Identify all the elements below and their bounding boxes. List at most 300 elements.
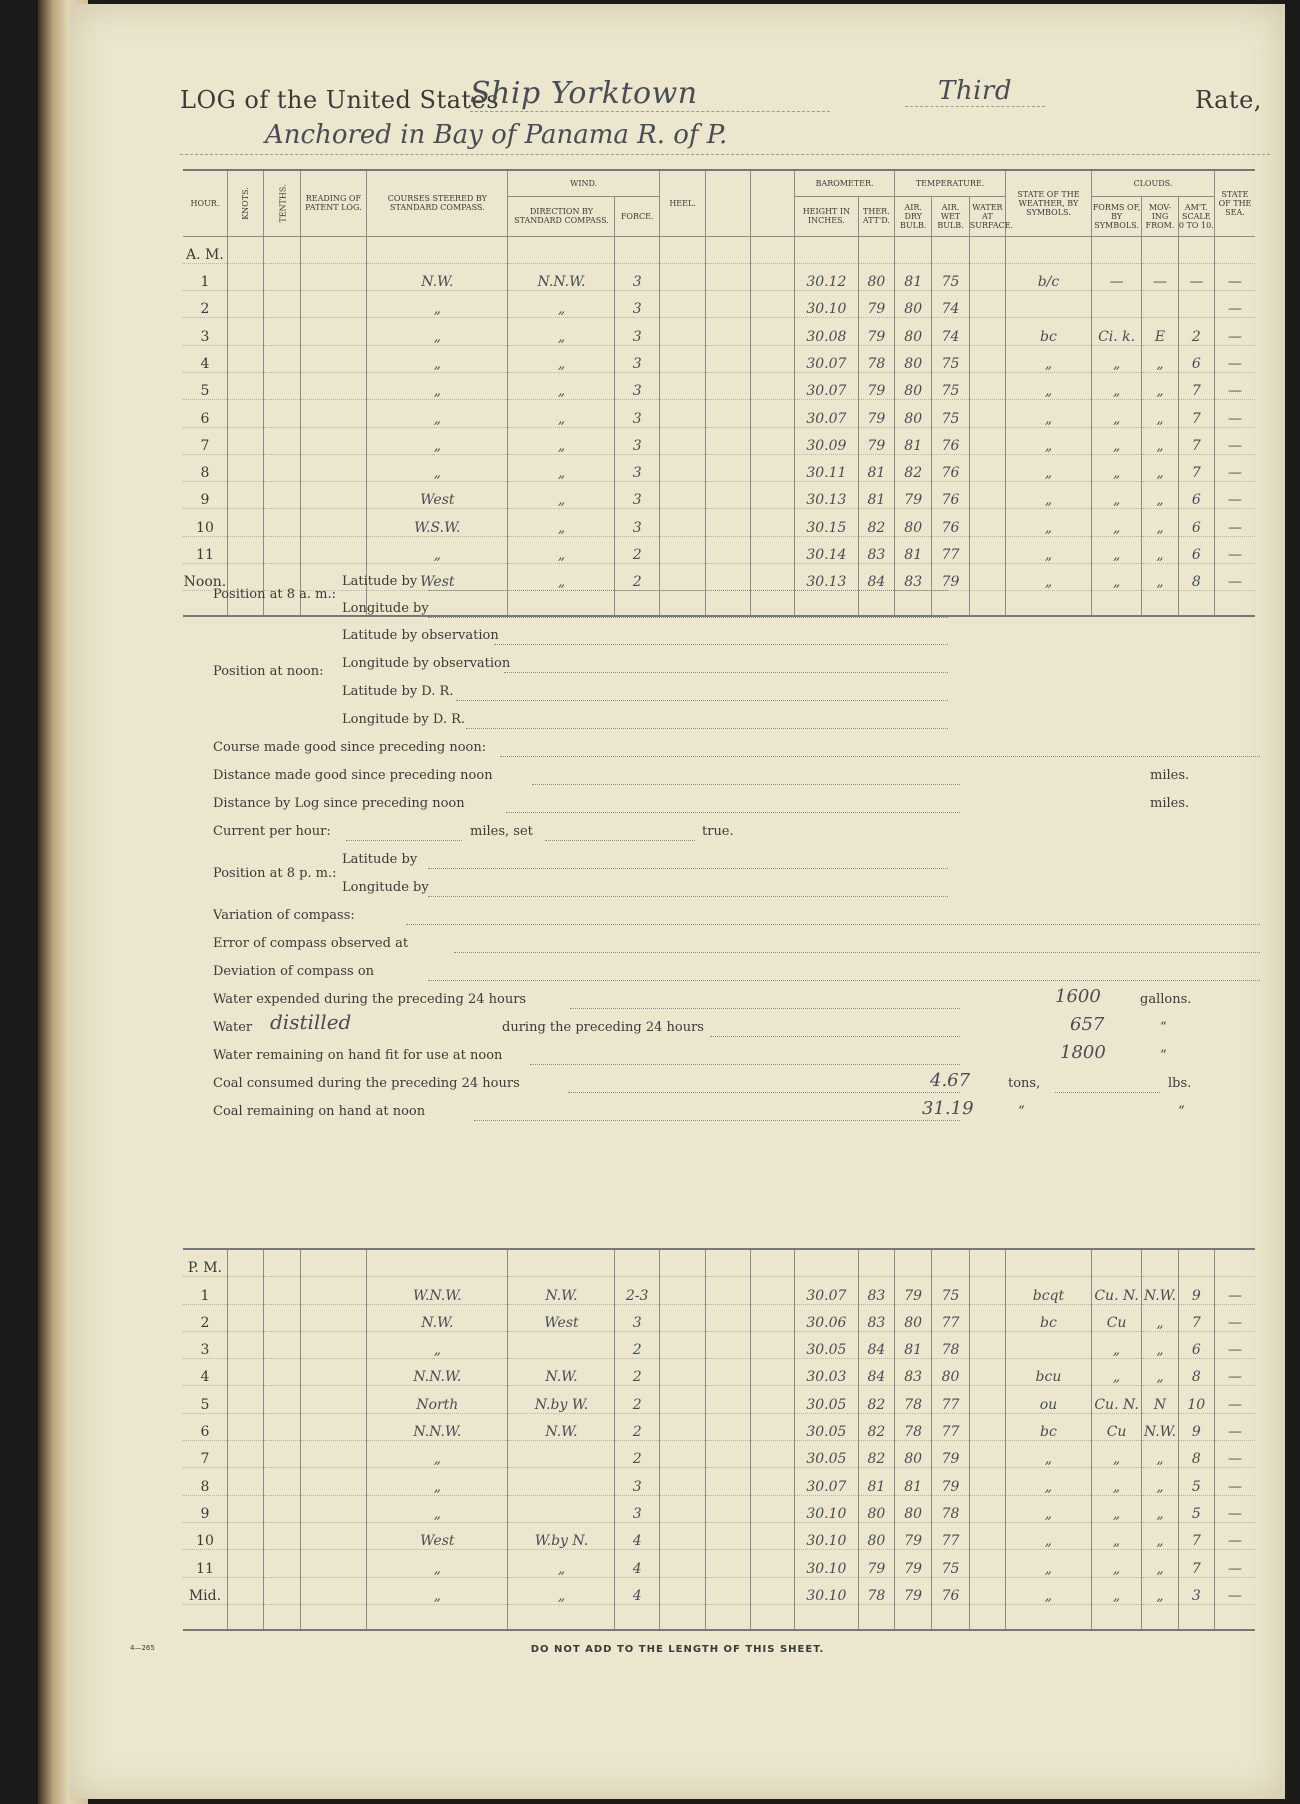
pm-row: [183, 1359, 1255, 1386]
pm-wind-direction-cell: [508, 1468, 615, 1495]
error-label: Error of compass observed at: [213, 936, 409, 951]
am-ther-attd-cell: 81: [858, 454, 894, 481]
pm-cloud-amount-cell: 8: [1178, 1359, 1214, 1386]
am-ther-attd-cell: 84: [858, 564, 894, 591]
pm-hour-cell: 1: [183, 1277, 227, 1304]
pm-wet-bulb-cell: 77: [932, 1413, 969, 1440]
am-baro-height-cell: 30.09: [795, 427, 859, 454]
long-8pm-line: [428, 895, 948, 897]
am-water-surface-cell: [969, 509, 1005, 536]
pm-knots-cell: [227, 1413, 263, 1440]
pm-water-surface-cell: [969, 1304, 1005, 1331]
am-cloud-moving-cell: [1142, 291, 1178, 318]
am-cloud-amount-cell: 6: [1178, 482, 1214, 509]
am-ther-attd-cell: 79: [858, 318, 894, 345]
dist-good-label: Distance made good since preceding noon: [213, 768, 493, 783]
lat-dr-label: Latitude by D. R.: [342, 684, 454, 699]
pm-cloud-amount-cell: 9: [1178, 1277, 1214, 1304]
pm-wet-bulb-cell: 78: [932, 1331, 969, 1358]
pm-cloud-moving-cell: „: [1142, 1304, 1178, 1331]
am-blank-1-cell: [706, 400, 750, 427]
am-row: [183, 536, 1255, 563]
am-water-surface-cell: [969, 564, 1005, 591]
pm-cloud-moving-cell: N.W.: [1142, 1413, 1178, 1440]
pm-cloud-forms-cell: „: [1091, 1495, 1141, 1522]
lat-obs-line: [494, 643, 948, 645]
col-wind: WIND.: [508, 170, 659, 196]
pm-cloud-moving-cell: „: [1142, 1522, 1178, 1549]
pm-cloud-moving-cell: „: [1142, 1495, 1178, 1522]
pm-dry-bulb-cell: 79: [895, 1277, 932, 1304]
pm-blank-1-cell: [706, 1441, 750, 1468]
am-cloud-forms-cell: „: [1091, 400, 1141, 427]
am-tenths-cell: [264, 454, 300, 481]
am-hour-cell: 8: [183, 454, 227, 481]
coal-rem-line: [474, 1119, 960, 1121]
am-cloud-amount-cell: 8: [1178, 564, 1214, 591]
am-knots-cell: [227, 263, 263, 290]
pm-cloud-moving-cell: N.W.: [1142, 1277, 1178, 1304]
am-course-cell: „: [367, 454, 508, 481]
current-line: [346, 839, 462, 841]
am-sea-cell: —: [1214, 454, 1255, 481]
am-blank-1-cell: [706, 509, 750, 536]
water-rem-label: Water remaining on hand fit for use at noon: [213, 1048, 503, 1063]
long-obs-line: [504, 671, 948, 673]
coal-rem-label: Coal remaining on hand at noon: [213, 1104, 426, 1119]
am-wet-bulb-cell: 76: [932, 427, 969, 454]
am-sea-cell: —: [1214, 318, 1255, 345]
am-weather-cell: [1006, 291, 1092, 318]
am-cloud-moving-cell: „: [1142, 400, 1178, 427]
col-baro-height: HEIGHT IN INCHES.: [795, 196, 859, 236]
am-tenths-cell: [264, 536, 300, 563]
am-cloud-forms-cell: [1091, 291, 1141, 318]
pm-knots-cell: [227, 1304, 263, 1331]
pm-wind-force-cell: 2: [615, 1413, 659, 1440]
am-heel-cell: [659, 291, 705, 318]
pm-weather-cell: bcu: [1006, 1359, 1092, 1386]
am-row: [183, 291, 1255, 318]
pm-cloud-amount-cell: 3: [1178, 1577, 1214, 1604]
am-heel-cell: [659, 400, 705, 427]
am-wet-bulb-cell: 79: [932, 564, 969, 591]
am-wind-direction-cell: „: [508, 564, 615, 591]
am-ther-attd-cell: 79: [858, 400, 894, 427]
pm-water-surface-cell: [969, 1577, 1005, 1604]
pm-baro-height-cell: 30.07: [795, 1468, 859, 1495]
ditto-4: “: [1178, 1104, 1185, 1119]
am-tenths-cell: [264, 482, 300, 509]
am-water-surface-cell: [969, 372, 1005, 399]
pm-cloud-amount-cell: 7: [1178, 1304, 1214, 1331]
variation-line: [406, 923, 1260, 925]
am-weather-cell: „: [1006, 536, 1092, 563]
pm-blank-2-cell: [750, 1413, 794, 1440]
pm-label: P. M.: [183, 1249, 227, 1277]
pm-patent-log-cell: [300, 1386, 367, 1413]
am-cloud-moving-cell: „: [1142, 482, 1178, 509]
am-sea-cell: —: [1214, 263, 1255, 290]
am-blank-1-cell: [706, 564, 750, 591]
ditto-2: “: [1160, 1048, 1167, 1063]
pm-cloud-forms-cell: „: [1091, 1331, 1141, 1358]
pm-weather-cell: ou: [1006, 1386, 1092, 1413]
pm-ther-attd-cell: 83: [858, 1304, 894, 1331]
pm-patent-log-cell: [300, 1331, 367, 1358]
pm-course-cell: „: [367, 1468, 508, 1495]
col-blank-1: [706, 170, 750, 236]
am-hour-cell: 3: [183, 318, 227, 345]
col-temperature: TEMPERATURE.: [895, 170, 1006, 196]
course-label: Course made good since preceding noon:: [213, 740, 487, 755]
pm-blank-2-cell: [750, 1522, 794, 1549]
pm-weather-cell: „: [1006, 1522, 1092, 1549]
pm-sea-cell: —: [1214, 1386, 1255, 1413]
pm-blank-2-cell: [750, 1359, 794, 1386]
am-blank-1-cell: [706, 427, 750, 454]
log-sheet: [70, 4, 1285, 1799]
pm-blank-2-cell: [750, 1331, 794, 1358]
am-hour-cell: 4: [183, 345, 227, 372]
am-dry-bulb-cell: 81: [895, 536, 932, 563]
am-cloud-amount-cell: 7: [1178, 427, 1214, 454]
am-cloud-moving-cell: „: [1142, 345, 1178, 372]
pm-cloud-forms-cell: „: [1091, 1468, 1141, 1495]
pm-cloud-forms-cell: „: [1091, 1522, 1141, 1549]
am-heel-cell: [659, 372, 705, 399]
am-ther-attd-cell: 82: [858, 509, 894, 536]
am-knots-cell: [227, 372, 263, 399]
pm-cloud-forms-cell: „: [1091, 1441, 1141, 1468]
am-cloud-moving-cell: —: [1142, 263, 1178, 290]
am-cloud-forms-cell: —: [1091, 263, 1141, 290]
pm-row: [183, 1331, 1255, 1358]
pm-blank-1-cell: [706, 1386, 750, 1413]
am-weather-cell: „: [1006, 454, 1092, 481]
am-blank-1-cell: [706, 318, 750, 345]
am-blank-1-cell: [706, 536, 750, 563]
am-blank-2-cell: [750, 482, 794, 509]
am-ther-attd-cell: 78: [858, 345, 894, 372]
am-hour-cell: 11: [183, 536, 227, 563]
dist-good-miles: miles.: [1150, 768, 1190, 783]
pm-cloud-moving-cell: „: [1142, 1441, 1178, 1468]
am-row: [183, 400, 1255, 427]
am-course-cell: „: [367, 345, 508, 372]
pm-wind-force-cell: 2: [615, 1441, 659, 1468]
am-cloud-forms-cell: „: [1091, 509, 1141, 536]
pm-patent-log-cell: [300, 1550, 367, 1577]
am-water-surface-cell: [969, 536, 1005, 563]
long-dr-line: [466, 727, 948, 729]
am-wet-bulb-cell: 75: [932, 400, 969, 427]
am-row: [183, 263, 1255, 290]
pm-blank-1-cell: [706, 1413, 750, 1440]
pm-wind-force-cell: 3: [615, 1468, 659, 1495]
am-weather-cell: „: [1006, 372, 1092, 399]
am-cloud-moving-cell: „: [1142, 454, 1178, 481]
am-sea-cell: —: [1214, 400, 1255, 427]
pm-blank-2-cell: [750, 1386, 794, 1413]
pm-heel-cell: [659, 1386, 705, 1413]
pm-dry-bulb-cell: 81: [895, 1331, 932, 1358]
distilled-line: [710, 1035, 960, 1037]
am-wet-bulb-cell: 77: [932, 536, 969, 563]
am-heel-cell: [659, 263, 705, 290]
lbs-line: [1055, 1091, 1160, 1093]
pm-cloud-forms-cell: Cu. N.: [1091, 1386, 1141, 1413]
pm-wind-direction-cell: W.by N.: [508, 1522, 615, 1549]
am-wind-force-cell: 3: [615, 345, 659, 372]
am-ther-attd-cell: 81: [858, 482, 894, 509]
am-cloud-moving-cell: „: [1142, 427, 1178, 454]
pm-knots-cell: [227, 1441, 263, 1468]
pm-blank-2-cell: [750, 1304, 794, 1331]
pm-wet-bulb-cell: 79: [932, 1468, 969, 1495]
pm-course-cell: North: [367, 1386, 508, 1413]
true-label: true.: [702, 824, 734, 839]
pm-ther-attd-cell: 84: [858, 1331, 894, 1358]
pm-tenths-cell: [264, 1331, 300, 1358]
long-8pm-label: Longitude by: [342, 880, 429, 895]
pm-course-cell: West: [367, 1522, 508, 1549]
water-label: Water: [213, 1020, 253, 1035]
am-cloud-amount-cell: [1178, 291, 1214, 318]
am-wind-direction-cell: „: [508, 291, 615, 318]
pm-sea-cell: —: [1214, 1304, 1255, 1331]
pm-wind-force-cell: 3: [615, 1304, 659, 1331]
col-sea: STATE OF THE SEA.: [1214, 170, 1255, 236]
am-weather-cell: „: [1006, 509, 1092, 536]
pm-patent-log-cell: [300, 1468, 367, 1495]
pm-heel-cell: [659, 1577, 705, 1604]
pm-sea-cell: —: [1214, 1359, 1255, 1386]
pm-tenths-cell: [264, 1468, 300, 1495]
pm-water-surface-cell: [969, 1386, 1005, 1413]
pm-dry-bulb-cell: 79: [895, 1577, 932, 1604]
am-weather-cell: bc: [1006, 318, 1092, 345]
pm-row: [183, 1495, 1255, 1522]
lat-8am-line: [428, 589, 948, 591]
pm-wind-force-cell: 3: [615, 1495, 659, 1522]
pm-weather-cell: „: [1006, 1468, 1092, 1495]
am-wind-direction-cell: „: [508, 509, 615, 536]
am-wet-bulb-cell: 75: [932, 372, 969, 399]
pm-row: [183, 1413, 1255, 1440]
am-cloud-amount-cell: 7: [1178, 372, 1214, 399]
coal-rem-value: 31.19: [922, 1098, 974, 1119]
pm-baro-height-cell: 30.05: [795, 1331, 859, 1358]
am-dry-bulb-cell: 81: [895, 427, 932, 454]
pm-knots-cell: [227, 1468, 263, 1495]
pm-wet-bulb-cell: 77: [932, 1386, 969, 1413]
pm-cloud-moving-cell: „: [1142, 1331, 1178, 1358]
am-heel-cell: [659, 454, 705, 481]
pm-course-cell: N.N.W.: [367, 1413, 508, 1440]
am-heel-cell: [659, 318, 705, 345]
am-tenths-cell: [264, 400, 300, 427]
pm-ther-attd-cell: 80: [858, 1522, 894, 1549]
am-cloud-forms-cell: „: [1091, 482, 1141, 509]
pm-weather-cell: „: [1006, 1441, 1092, 1468]
long-obs-label: Longitude by observation: [342, 656, 511, 671]
pm-sea-cell: —: [1214, 1550, 1255, 1577]
pm-course-cell: „: [367, 1441, 508, 1468]
pm-knots-cell: [227, 1550, 263, 1577]
am-patent-log-cell: [300, 318, 367, 345]
dist-good-line: [532, 783, 960, 785]
pm-course-cell: „: [367, 1495, 508, 1522]
am-hour-cell: 10: [183, 509, 227, 536]
am-course-cell: N.W.: [367, 263, 508, 290]
dist-log-label: Distance by Log since preceding noon: [213, 796, 465, 811]
am-cloud-amount-cell: 6: [1178, 345, 1214, 372]
pm-ther-attd-cell: 82: [858, 1386, 894, 1413]
am-ther-attd-cell: 79: [858, 291, 894, 318]
pm-patent-log-cell: [300, 1441, 367, 1468]
col-cloud-moving: MOV- ING FROM.: [1142, 196, 1178, 236]
pm-baro-height-cell: 30.05: [795, 1413, 859, 1440]
pm-cloud-forms-cell: Cu: [1091, 1304, 1141, 1331]
am-water-surface-cell: [969, 400, 1005, 427]
am-patent-log-cell: [300, 482, 367, 509]
pm-patent-log-cell: [300, 1522, 367, 1549]
col-ther-attd: THER. ATT'D.: [858, 196, 894, 236]
pm-tenths-cell: [264, 1522, 300, 1549]
am-row: [183, 454, 1255, 481]
pm-weather-cell: bc: [1006, 1304, 1092, 1331]
am-blank-2-cell: [750, 345, 794, 372]
long-8am-line: [428, 616, 948, 618]
am-wet-bulb-cell: 74: [932, 291, 969, 318]
pm-dry-bulb-cell: 78: [895, 1386, 932, 1413]
am-label: A. M.: [183, 236, 227, 263]
am-cloud-amount-cell: 7: [1178, 400, 1214, 427]
dist-log-miles: miles.: [1150, 796, 1190, 811]
pm-wind-direction-cell: N.W.: [508, 1277, 615, 1304]
am-tenths-cell: [264, 291, 300, 318]
pm-weather-cell: „: [1006, 1577, 1092, 1604]
am-wet-bulb-cell: 76: [932, 482, 969, 509]
pm-course-cell: „: [367, 1331, 508, 1358]
am-water-surface-cell: [969, 291, 1005, 318]
pm-wind-direction-cell: [508, 1441, 615, 1468]
col-cloud-forms: FORMS OF, BY SYMBOLS.: [1091, 196, 1141, 236]
pm-knots-cell: [227, 1577, 263, 1604]
pm-blank-1-cell: [706, 1495, 750, 1522]
am-cloud-moving-cell: E: [1142, 318, 1178, 345]
pm-weather-cell: „: [1006, 1550, 1092, 1577]
am-cloud-amount-cell: —: [1178, 263, 1214, 290]
am-knots-cell: [227, 345, 263, 372]
lat-8pm-label: Latitude by: [342, 852, 418, 867]
pm-baro-height-cell: 30.06: [795, 1304, 859, 1331]
long-8am-label: Longitude by: [342, 601, 429, 616]
pm-baro-height-cell: 30.10: [795, 1550, 859, 1577]
am-blank-2-cell: [750, 564, 794, 591]
pm-wet-bulb-cell: 77: [932, 1522, 969, 1549]
pm-water-surface-cell: [969, 1413, 1005, 1440]
am-wind-direction-cell: „: [508, 400, 615, 427]
am-blank-1-cell: [706, 345, 750, 372]
am-wind-force-cell: 2: [615, 564, 659, 591]
am-wind-force-cell: 3: [615, 372, 659, 399]
am-blank-1-cell: [706, 372, 750, 399]
pos-8pm-label: Position at 8 p. m.:: [213, 866, 337, 881]
am-baro-height-cell: 30.07: [795, 345, 859, 372]
am-tenths-cell: [264, 263, 300, 290]
current-label: Current per hour:: [213, 824, 331, 839]
pm-hour-cell: 8: [183, 1468, 227, 1495]
am-cloud-moving-cell: „: [1142, 509, 1178, 536]
am-cloud-amount-cell: 6: [1178, 509, 1214, 536]
col-hour: HOUR.: [183, 170, 227, 236]
pm-water-surface-cell: [969, 1468, 1005, 1495]
am-baro-height-cell: 30.10: [795, 291, 859, 318]
pm-heel-cell: [659, 1522, 705, 1549]
pm-heel-cell: [659, 1441, 705, 1468]
pm-heel-cell: [659, 1331, 705, 1358]
pm-dry-bulb-cell: 80: [895, 1441, 932, 1468]
am-course-cell: „: [367, 400, 508, 427]
pm-wind-force-cell: 4: [615, 1522, 659, 1549]
am-wind-force-cell: 3: [615, 291, 659, 318]
pm-ther-attd-cell: 80: [858, 1495, 894, 1522]
am-weather-cell: „: [1006, 564, 1092, 591]
am-wind-direction-cell: „: [508, 345, 615, 372]
pm-ther-attd-cell: 79: [858, 1550, 894, 1577]
pm-sea-cell: —: [1214, 1441, 1255, 1468]
am-blank-2-cell: [750, 536, 794, 563]
pm-hour-cell: 10: [183, 1522, 227, 1549]
pm-baro-height-cell: 30.10: [795, 1495, 859, 1522]
pos-8am-label: Position at 8 a. m.:: [213, 587, 336, 602]
pm-blank-1-cell: [706, 1577, 750, 1604]
pm-cloud-forms-cell: Cu: [1091, 1413, 1141, 1440]
am-wind-force-cell: 3: [615, 509, 659, 536]
am-cloud-moving-cell: „: [1142, 536, 1178, 563]
pm-wind-force-cell: 2-3: [615, 1277, 659, 1304]
pm-wind-direction-cell: N.W.: [508, 1359, 615, 1386]
lat-8pm-line: [428, 867, 948, 869]
am-sea-cell: —: [1214, 536, 1255, 563]
am-row: [183, 318, 1255, 345]
am-ther-attd-cell: 79: [858, 427, 894, 454]
am-course-cell: West: [367, 482, 508, 509]
pm-heel-cell: [659, 1468, 705, 1495]
am-cloud-amount-cell: 2: [1178, 318, 1214, 345]
col-water-surface: WATER AT SURFACE.: [969, 196, 1005, 236]
water-distilled: distilled: [270, 1010, 352, 1034]
pm-tenths-cell: [264, 1386, 300, 1413]
pm-weather-cell: bcqt: [1006, 1277, 1092, 1304]
am-sea-cell: —: [1214, 372, 1255, 399]
water-distilled-value: 657: [1070, 1014, 1105, 1035]
am-row: [183, 509, 1255, 536]
am-cloud-amount-cell: 7: [1178, 454, 1214, 481]
pm-heel-cell: [659, 1495, 705, 1522]
water-rem-value: 1800: [1060, 1042, 1106, 1063]
rate-value: Third: [905, 76, 1045, 107]
am-hour-cell: 1: [183, 263, 227, 290]
am-cloud-forms-cell: „: [1091, 345, 1141, 372]
am-baro-height-cell: 30.08: [795, 318, 859, 345]
pm-cloud-forms-cell: „: [1091, 1550, 1141, 1577]
pm-knots-cell: [227, 1495, 263, 1522]
pm-blank-1-cell: [706, 1304, 750, 1331]
pm-sea-cell: —: [1214, 1413, 1255, 1440]
